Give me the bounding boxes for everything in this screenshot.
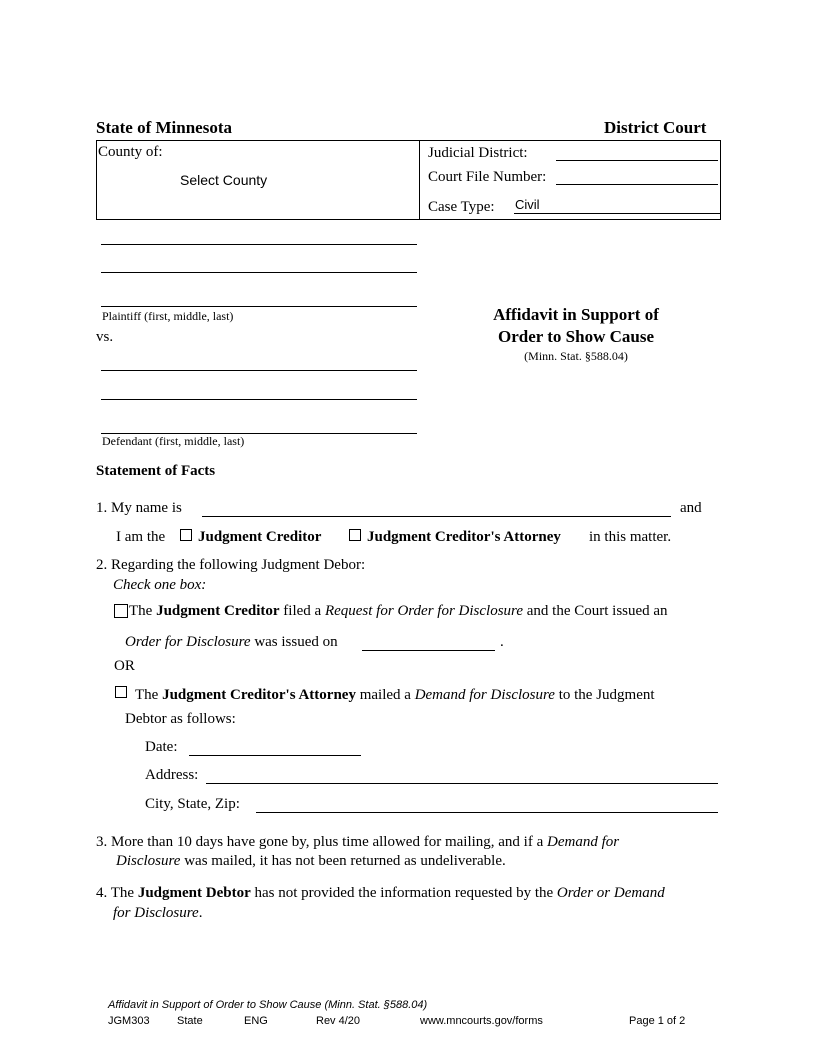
name-field[interactable] bbox=[202, 500, 671, 517]
court-file-label: Court File Number: bbox=[428, 169, 547, 185]
option-b-checkbox[interactable] bbox=[115, 686, 127, 698]
item1-prefix: 1. My name is bbox=[96, 500, 182, 516]
statement-heading: Statement of Facts bbox=[96, 463, 216, 479]
item1-end: in this matter. bbox=[589, 529, 672, 545]
court-file-field[interactable] bbox=[556, 170, 718, 185]
mailed-date-field[interactable] bbox=[189, 739, 361, 756]
judgment-creditor-label: Judgment Creditor bbox=[198, 529, 322, 545]
option-a-checkbox[interactable] bbox=[114, 604, 128, 618]
defendant-line-3[interactable] bbox=[101, 419, 417, 434]
address-label: Address: bbox=[145, 767, 199, 783]
form-title-line-1: Affidavit in Support of bbox=[493, 305, 659, 324]
vs-label: vs. bbox=[96, 329, 114, 345]
option-b-line1: The Judgment Creditor's Attorney mailed a Demand for Disclosure to the Judgment bbox=[135, 687, 655, 703]
judgment-creditor-attorney-label: Judgment Creditor's Attorney bbox=[367, 529, 561, 545]
plaintiff-line-3[interactable] bbox=[101, 292, 417, 307]
case-type-field[interactable]: Civil bbox=[514, 197, 720, 214]
case-type-label: Case Type: bbox=[428, 199, 495, 215]
form-statute: (Minn. Stat. §588.04) bbox=[524, 349, 628, 363]
judgment-creditor-checkbox[interactable] bbox=[180, 529, 192, 541]
city-state-zip-field[interactable] bbox=[256, 796, 718, 813]
option-b-line2: Debtor as follows: bbox=[125, 711, 236, 727]
option-a-period: . bbox=[500, 634, 504, 650]
caption-divider bbox=[419, 140, 420, 219]
footer-language: ENG bbox=[244, 1015, 268, 1027]
footer-url[interactable]: www.mncourts.gov/forms bbox=[420, 1015, 543, 1027]
judicial-district-field[interactable] bbox=[556, 146, 718, 161]
option-a-line2: Order for Disclosure was issued on bbox=[125, 634, 338, 650]
county-select[interactable]: Select County bbox=[180, 172, 268, 188]
city-state-zip-label: City, State, Zip: bbox=[145, 796, 240, 812]
footer-revision: Rev 4/20 bbox=[316, 1015, 361, 1027]
state-title: State of Minnesota bbox=[96, 118, 232, 137]
footer-form-id: JGM303 bbox=[108, 1015, 150, 1027]
item2-check-note: Check one box: bbox=[113, 577, 207, 593]
order-issued-date-field[interactable] bbox=[362, 634, 495, 651]
caption-right-edge bbox=[720, 140, 721, 219]
defendant-label: Defendant (first, middle, last) bbox=[102, 434, 245, 448]
item3-line1: 3. More than 10 days have gone by, plus time allowed for mailing, and if a Demand for bbox=[96, 834, 620, 850]
footer-jurisdiction: State bbox=[177, 1015, 203, 1027]
plaintiff-label: Plaintiff (first, middle, last) bbox=[102, 309, 234, 323]
item4-line2: for Disclosure. bbox=[113, 905, 203, 921]
court-title: District Court bbox=[604, 118, 707, 137]
defendant-line-2[interactable] bbox=[101, 385, 417, 400]
item3-line2: Disclosure was mailed, it has not been returned as undeliverable. bbox=[116, 853, 506, 869]
address-field[interactable] bbox=[206, 767, 718, 784]
item2-prefix: 2. Regarding the following Judgment Debor: bbox=[96, 557, 366, 573]
item4-line1: 4. The Judgment Debtor has not provided the information requested by the Order or Demand bbox=[96, 885, 665, 901]
defendant-line-1[interactable] bbox=[101, 356, 417, 371]
footer-page-number: Page 1 of 2 bbox=[629, 1015, 686, 1027]
plaintiff-line-1[interactable] bbox=[101, 230, 417, 245]
or-label: OR bbox=[114, 658, 135, 674]
footer-title: Affidavit in Support of Order to Show Cause (Minn. Stat. §588.04) bbox=[108, 999, 428, 1011]
item1-iam: I am the bbox=[116, 529, 166, 545]
option-a-line1: The Judgment Creditor filed a Request for Order for Disclosure and the Court issued an bbox=[129, 603, 668, 619]
form-title-line-2: Order to Show Cause bbox=[498, 327, 654, 346]
judicial-district-label: Judicial District: bbox=[428, 145, 528, 161]
judgment-creditor-attorney-checkbox[interactable] bbox=[349, 529, 361, 541]
county-label: County of: bbox=[98, 144, 163, 160]
item1-and: and bbox=[680, 500, 702, 516]
date-label: Date: bbox=[145, 739, 178, 755]
plaintiff-line-2[interactable] bbox=[101, 258, 417, 273]
